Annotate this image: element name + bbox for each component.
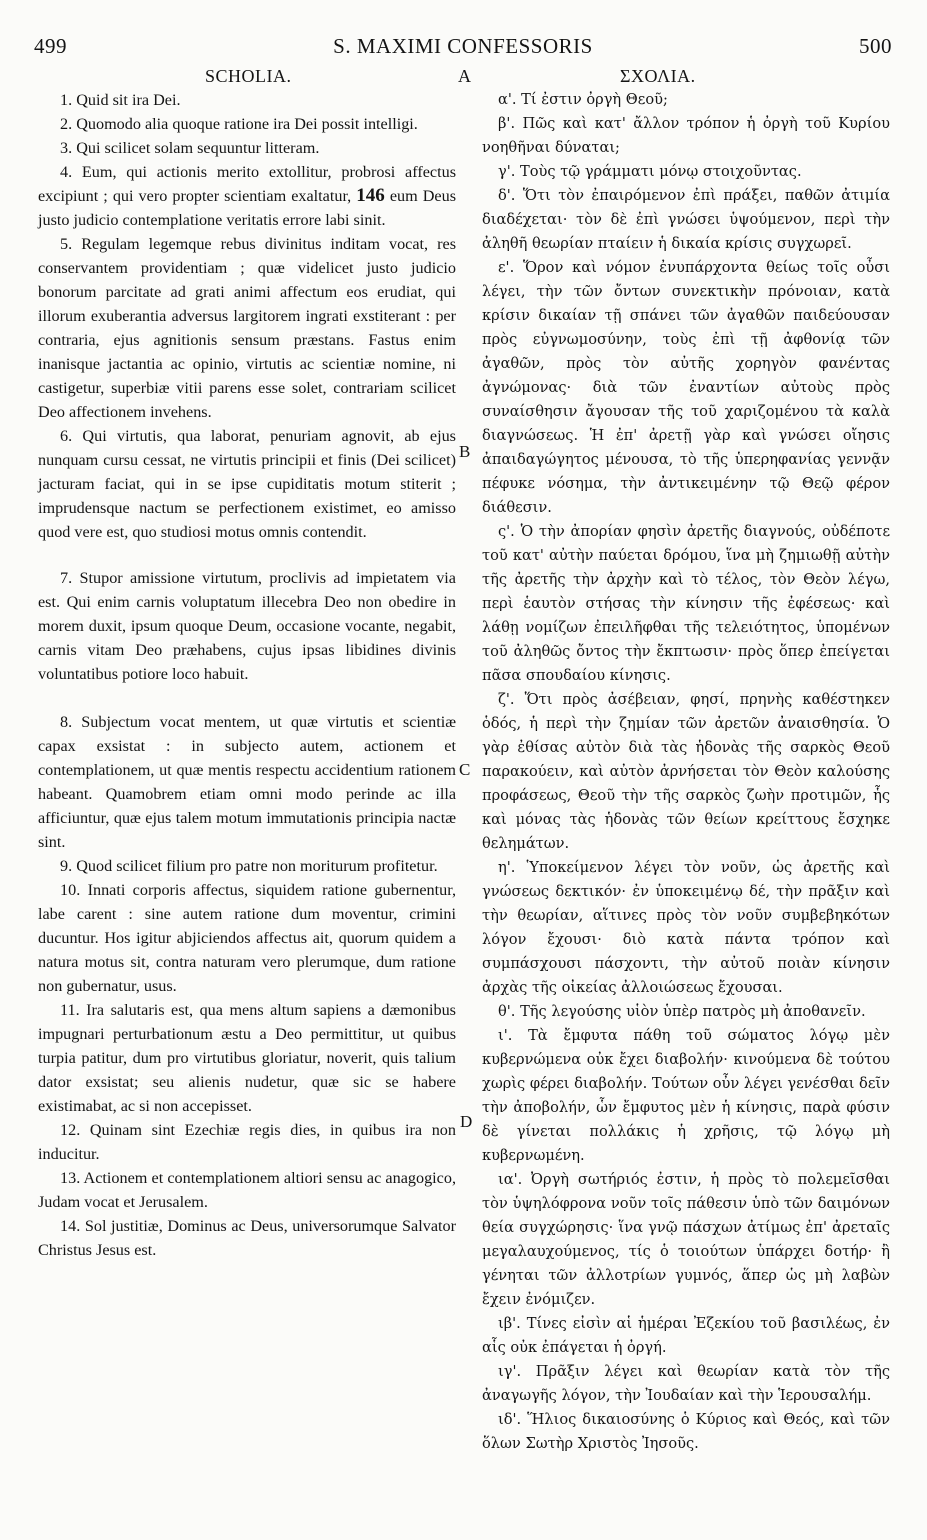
greek-scholion-4: δ'. Ὅτι τὸν ἐπαιρόμενον ἐπὶ πράξει, παθῶν ἀτιμία διαδέχεται· τὸν δὲ ἐπὶ γνώσει ὑψούμενον, περὶ τὴν ἀληθῆ θεωρίαν πταίειν ἡ δικαία κρίσις συγχωρεῖ. bbox=[482, 187, 890, 252]
greek-scholion-9: θ'. Τῆς λεγούσης υἱὸν ὑπὲρ πατρὸς μὴ ἀποθανεῖν. bbox=[498, 1003, 866, 1020]
latin-scholion-14: 14. Sol justitiæ, Dominus ac Deus, universorumque Salvator Christus Jesus est. bbox=[38, 1217, 456, 1259]
greek-scholion-6: ς'. Ὁ τὴν ἀπορίαν φησὶν ἀρετῆς διαγνούς, οὐδέποτε τοῦ κατ' αὐτὴν παύεται δρόμου, ἵνα μὴ ζημιωθῇ αὐτὴν τῆς ἀρετῆς τὴν ἀρχὴν καὶ τὸ τέλος, τὸν Θεὸν λέγω, περὶ ἑαυτὸν στήσας τὴν κίνησιν τῆς ἐφέσεως· καὶ λάθῃ νομίζων ἐπειλῆφθαι τῆς τελειότητος, ὑπομένων τοῦ ἀληθῶς ὄντος τὴν ἔκπτωσιν· πρὸς ὅπερ ἐπείγεται πᾶσα σπουδαίου κίνησις. bbox=[482, 523, 890, 684]
latin-scholion-10: 10. Innati corporis affectus, siquidem ratione gubernentur, labe carent : sine autem ratione dum moventur, crimini ducuntur. Hos igitur abjiciendos affectus ait, quorum quidem a natura motus sit, contra naturam vero plerumque, dum ratione non gubernatur, usus. bbox=[38, 881, 456, 995]
page-number-right: 500 bbox=[859, 34, 892, 58]
latin-scholion-13: 13. Actionem et contemplationem altiori sensu ac anagogico, Judam vocat et Jerusalem. bbox=[38, 1169, 456, 1211]
latin-scholion-12: 12. Quinam sint Ezechiæ regis dies, in quibus ira non inducitur. bbox=[38, 1121, 456, 1163]
latin-scholion-11: 11. Ira salutaris est, qua mens altum sapiens a dæmonibus impugnari perturbationum æstu a Deo permittitur, ut quibus turpia patitur, dum pro virtutibus gloriatur, noverit, quis talium dator exsistat; seu alienis nudetur, quæ sic se habere existimabat, ac si non accepisset. bbox=[38, 1001, 456, 1115]
greek-scholion-10: ι'. Τὰ ἔμφυτα πάθη τοῦ σώματος λόγῳ μὲν κυβερνώμενα οὐκ ἔχει διαβολήν· κινούμενα δὲ τούτου χωρὶς φέρει διαβολήν. Τούτων οὖν λέγει γενέσθαι δεῖν τὴν ἀποβολήν, ὧν ἔμφυτος μὲν ἡ κίνησις, παρὰ φύσιν δὲ γίνεται πολλάκις ἡ χρῆσις, τῷ λόγῳ μὴ κυβερνωμένη. bbox=[482, 1027, 890, 1164]
latin-scholion-3: 3. Qui scilicet solam sequuntur litteram. bbox=[60, 139, 320, 157]
latin-column-heading: SCHOLIA. bbox=[205, 66, 292, 86]
greek-scholion-5: ε'. Ὅρον καὶ νόμον ἐνυπάρχοντα θείως τοῖς οὖσι λέγει, τὴν τῶν ὄντων συνεκτικὴν πρόνοιαν, κατὰ κρίσιν δικαίαν τῇ σπάνει τῶν ἀγαθῶν παιδεύουσαν πρὸς εὐγνωμοσύνην, τοὺς ἐπὶ τῇ ἀφθονίᾳ τῶν ἀγαθῶν, πρὸς τὸν αὐτῆς χορηγὸν φανέντας ἀγνώμονας· διὰ τῶν ἐναντίων αὐτοὺς πρὸς συναίσθησιν ἄγουσαν τῆς τοῦ χαριζομένου τὰ καλὰ διαγνώσεως. Ἡ ἐπ' ἀρετῇ γὰρ καὶ γνώσει οἴησις ἀπαιδαγώγητος μένουσα, τὸ τῆς ὑπερηφανίας γεννᾷν πέφυκε νόσημα, τὴν ἀντικειμένην τῷ Θεῷ φέρον διάθεσιν. bbox=[482, 259, 890, 516]
running-header bbox=[34, 34, 892, 64]
greek-scholion-12: ιβ'. Τίνες εἰσὶν αἱ ἡμέραι Ἐζεκίου τοῦ βασιλέως, ἐν αἷς οὐκ ἐπάγεται ἡ ὀργή. bbox=[482, 1315, 890, 1356]
latin-scholion-9: 9. Quod scilicet filium pro patre non moriturum profitetur. bbox=[60, 857, 438, 875]
margin-letter-a: A bbox=[458, 66, 472, 86]
latin-scholion-7: 7. Stupor amissione virtutum, proclivis ad impietatem via est. Qui enim carnis voluptatum illecebra Deo non obedire in morem duxit, ipsum quoque Deum, occasione vocante, negabit, carnis vitam Deo præhabens, cujus ipsas libidines divinis voluntatibus potiore loco habuit. bbox=[38, 569, 456, 683]
latin-scholion-4: 4. Eum, qui actionis merito extollitur, probrosi affectus excipiunt ; qui vero propter scientiam exaltatur, 146 eum Deus justo judicio contemplatione veritatis errore labi sinit. bbox=[38, 163, 457, 229]
latin-scholion-2: 2. Quomodo alia quoque ratione ira Dei possit intelligi. bbox=[60, 115, 418, 133]
greek-scholion-2: β'. Πῶς καὶ κατ' ἄλλον τρόπον ἡ ὀργὴ τοῦ Κυρίου νοηθῆναι δύναται; bbox=[482, 115, 890, 156]
greek-scholion-14: ιδ'. Ἥλιος δικαιοσύνης ὁ Κύριος καὶ Θεός, καὶ τῶν ὅλων Σωτὴρ Χριστὸς Ἰησοῦς. bbox=[482, 1411, 890, 1452]
latin-scholion-8: 8. Subjectum vocat mentem, ut quæ virtutis et scientiæ capax exsistat : in subjecto autem, actionem et contemplationem, ut quæ mentis respectu accidentium rationem habeant. Quamobrem etiam omni modo perinde ac illa afficiuntur, quæ ejus talem motum immutationis principia nactæ sint. bbox=[38, 713, 456, 851]
latin-scholia-column bbox=[38, 88, 456, 1262]
latin-scholion-1: 1. Quid sit ira Dei. bbox=[60, 91, 181, 109]
margin-letter-b: B bbox=[459, 442, 471, 461]
page-number-left: 499 bbox=[34, 34, 67, 58]
latin-scholion-6: 6. Qui virtutis, qua laborat, penuriam agnovit, ab ejus nunquam cursu cessat, ne virtutis principii et finis (Dei scilicet) jacturam faciat, qui in se ipse cupiditatis motum stiterit ; imprudensque nactum se perfectionem existimet, eo amisso quod vere est, quo studiosi motus omnis contendit. bbox=[38, 427, 456, 541]
greek-scholion-8: η'. Ὑποκείμενον λέγει τὸν νοῦν, ὡς ἀρετῆς καὶ γνώσεως δεκτικόν· ἐν ὑποκειμένῳ δέ, τὴν πρᾶξιν καὶ τὴν θεωρίαν, αἵτινες πρὸς τὸν νοῦν συμβεβηκότων λόγον ἔχουσι· διὸ κατὰ πάντα τρόπον καὶ συμπάσχουσι πάσχοντι, τὴν αὐτοῦ ποιὰν κίνησιν ἀρχὰς τῆς οἰκείας ἀλλοιώσεως ἔχουσαι. bbox=[482, 859, 890, 996]
greek-scholion-7: ζ'. Ὅτι πρὸς ἀσέβειαν, φησί, πρηνὴς καθέστηκεν ὁδός, ἡ περὶ τὴν ζημίαν τῶν ἀρετῶν ἀναισθησία. Ὁ γὰρ ἐθίσας αὐτὸν διὰ τὰς ἡδονὰς τῆς σαρκὸς Θεοῦ παρακούειν, καὶ αὐτὸν ἀρνήσεται τὸν Θεὸν καλούσης προφάσεως, Θεοῦ τὴν τῆς σαρκὸς ζωὴν προτιμῶν, ἧς καὶ μόνας τὰς ἡδονὰς τῶν θείων κρείττους ἔσχηκε θελημάτων. bbox=[482, 691, 890, 852]
greek-scholia-column bbox=[482, 88, 890, 1456]
greek-scholion-11: ια'. Ὀργὴ σωτήριός ἐστιν, ἡ πρὸς τὸ πολεμεῖσθαι τὸν ὑψηλόφρονα νοῦν τοῖς πάθεσιν ὑπὸ τῶν δαιμόνων θεία συγχώρησις· ἵνα γνῷ πάσχων ἀτίμως ἐπ' ἀρεταῖς μεγαλαυχούμενος, τίς ὁ τοιούτων ὑπάρχει δοτήρ· ἢ γένηται τῶν ἀλλοτρίων γυμνός, ἅπερ ὡς μὴ λαβὼν ἔχειν ἐνόμιζεν. bbox=[482, 1171, 890, 1308]
running-title: S. MAXIMI CONFESSORIS bbox=[333, 34, 593, 58]
greek-scholion-3: γ'. Τοὺς τῷ γράμματι μόνῳ στοιχοῦντας. bbox=[498, 163, 802, 180]
latin-scholion-5: 5. Regulam legemque rebus divinitus inditam vocat, res conservantem providentiam ; quæ videlicet justo judicio bonorum parcitate ad grati animi affectum eos erudiat, qui illorum exuberantia adversus largitorem ingrati exstiterant : per contraria, ejus agnitionis sensum præstans. Fastus enim inanisque jactantia ac opinio, virtutis ac scientiæ nomine, ni castigetur, superbiæ vitii parens esse solet, contrariam scilicet Deo affectionem invehens. bbox=[38, 235, 456, 421]
greek-column-heading: ΣΧΟΛΙΑ. bbox=[620, 66, 696, 86]
margin-letter-d: D bbox=[460, 1112, 473, 1131]
margin-letter-c: C bbox=[459, 760, 471, 779]
greek-scholion-1: α'. Τί ἐστιν ὀργὴ Θεοῦ; bbox=[498, 91, 668, 108]
inline-page-number: 146 bbox=[356, 185, 385, 206]
greek-scholion-13: ιγ'. Πρᾶξιν λέγει καὶ θεωρίαν κατὰ τὸν τῆς ἀναγωγῆς λόγον, τὴν Ἰουδαίαν καὶ τὴν Ἱερουσαλήμ. bbox=[482, 1363, 890, 1404]
